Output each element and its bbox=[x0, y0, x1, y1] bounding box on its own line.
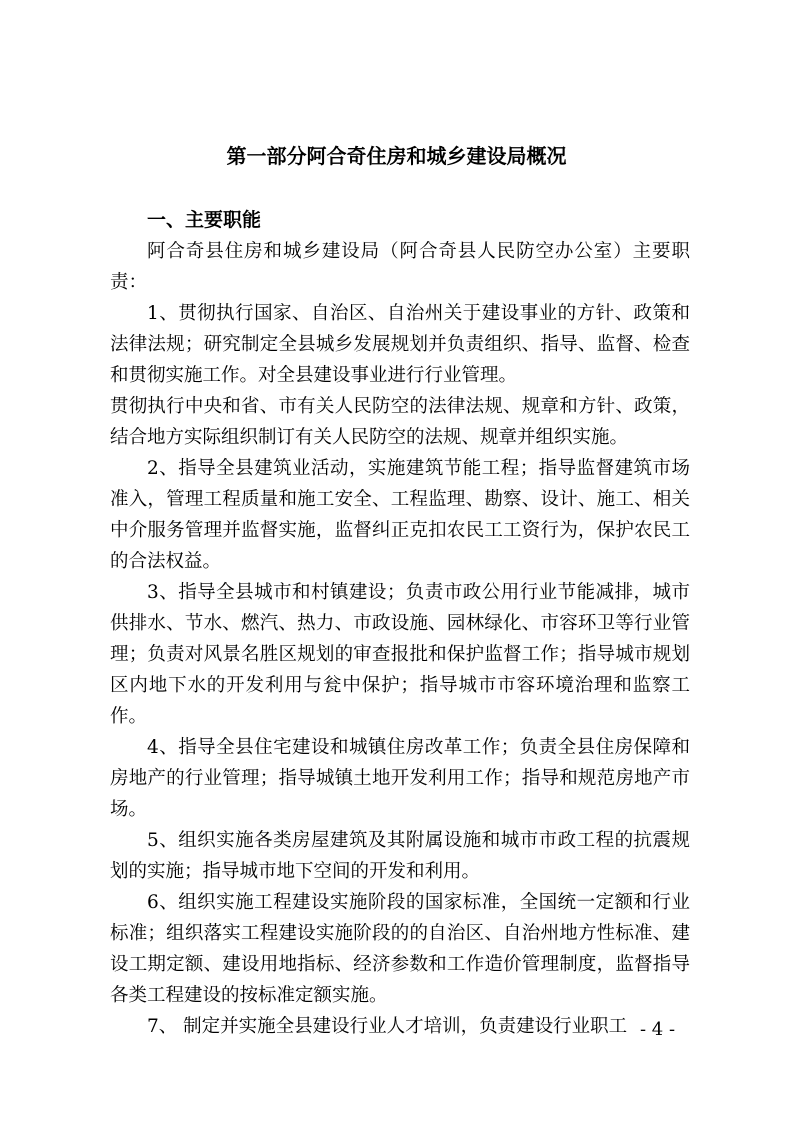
paragraph-duty-5: 5、组织实施各类房屋建筑及其附属设施和城市市政工程的抗震规划的实施；指导城市地下空间的开发和利用。 bbox=[110, 830, 690, 882]
page-title: 第一部分阿合奇住房和城乡建设局概况 bbox=[226, 144, 567, 168]
paragraph-duty-7: 7、 制定并实施全县建设行业人才培训，负责建设行业职工 bbox=[147, 1016, 628, 1037]
paragraph-duty-1: 1、贯彻执行国家、自治区、自治州关于建设事业的方针、政策和法律法规；研究制定全县城乡发展规划并负责组织、指导、监督、检查和贯彻实施工作。对全县建设事业进行行业管理。 bbox=[110, 303, 690, 386]
paragraph-duty-2: 2、指导全县建筑业活动，实施建筑节能工程；指导监督建筑市场准入，管理工程质量和施工安全、工程监理、勘察、设计、施工、相关中介服务管理并监督实施，监督纠正克扣农民工工资行为，保护农民工的合法权益。 bbox=[110, 458, 690, 572]
section-heading: 一、主要职能 bbox=[147, 209, 262, 231]
paragraph-duty-6: 6、组织实施工程建设实施阶段的国家标准，全国统一定额和行业标准；组织落实工程建设实施阶段的的自治区、自治州地方性标准、建设工期定额、建设用地指标、经济参数和工作造价管理制度，监督指导各类工程建设的按标准定额实施。 bbox=[110, 892, 690, 1006]
document-body bbox=[110, 236, 690, 1042]
paragraph-duty-1-civil-defense: 贯彻执行中央和省、市有关人民防空的法律法规、规章和方针、政策，结合地方实际组织制订有关人民防空的法规、规章并组织实施。 bbox=[110, 396, 690, 448]
paragraph-intro: 阿合奇县住房和城乡建设局（阿合奇县人民防空办公室）主要职责： bbox=[110, 241, 690, 293]
paragraph-duty-4: 4、指导全县住宅建设和城镇住房改革工作；负责全县住房保障和房地产的行业管理；指导城镇土地开发利用工作；指导和规范房地产市场。 bbox=[110, 737, 690, 820]
page-number: - 4 - bbox=[640, 1019, 676, 1040]
paragraph-duty-3: 3、指导全县城市和村镇建设；负责市政公用行业节能减排，城市供排水、节水、燃汽、热力、市政设施、园林绿化、市容环卫等行业管理；负责对风景名胜区规划的审查报批和保护监督工作；指导城市规划区内地下水的开发利用与瓮中保护；指导城市市容环境治理和监察工作。 bbox=[110, 582, 690, 727]
